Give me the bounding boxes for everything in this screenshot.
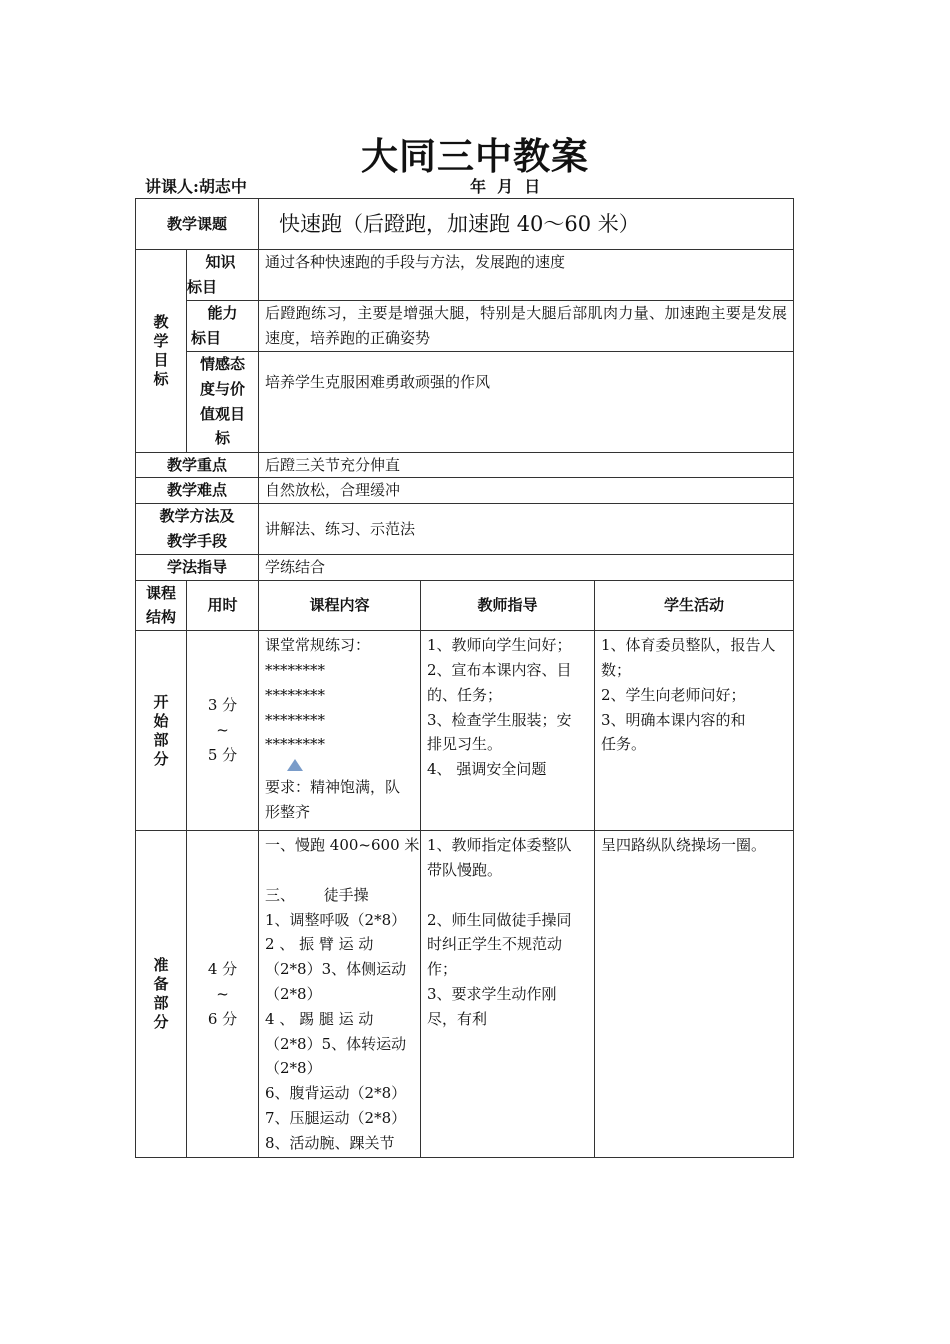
header-structure: 课程 结构 bbox=[136, 580, 187, 631]
header-time: 用时 bbox=[187, 580, 259, 631]
methods-value: 讲解法、练习、示范法 bbox=[259, 504, 794, 555]
key-point-label: 教学重点 bbox=[136, 452, 259, 478]
objective-label: 情感态 度与价 值观目 标 bbox=[187, 351, 259, 452]
section-row-prep bbox=[136, 831, 794, 1158]
date: 年 月 日 bbox=[470, 177, 541, 196]
section-time: 3 分 ~ 5 分 bbox=[187, 631, 259, 831]
section-content: 课堂常规练习： ******** ******** ******** ******** 要求：精神饱满，队 形整齐 bbox=[259, 631, 421, 831]
section-teacher: 1、教师向学生问好； 2、宣布本课内容、目 的、任务； 3、检查学生服装；安 排见习生。 4、 强调安全问题 bbox=[421, 631, 595, 831]
objective-value: 后蹬跑练习，主要是增强大腿，特别是大腿后部肌肉力量、加速跑主要是发展速度，培养跑的正确姿势 bbox=[259, 301, 794, 352]
header-teacher: 教师指导 bbox=[421, 580, 595, 631]
header-row bbox=[136, 580, 794, 631]
section-content: 一、慢跑 400~600 米 三、 徒手操 1、调整呼吸（2*8） 2 、 振 臂 运 动 （2*8）3、体侧运动 （2*8） 4 、 踢 腿 运 动 （2*8）5、体转运动 （2*8） 6、腹背运动（2*8） 7、压腿运动（2*8） 8、活动腕、踝关节 bbox=[259, 831, 421, 1158]
objectives-label: 教 学 目 标 bbox=[136, 250, 187, 453]
topic-row bbox=[136, 199, 794, 250]
study-guide-row bbox=[136, 554, 794, 580]
lesson-plan-table bbox=[135, 198, 794, 1158]
section-row-start bbox=[136, 631, 794, 831]
section-student: 呈四路纵队绕操场一圈。 bbox=[595, 831, 794, 1158]
section-name: 开 始 部 分 bbox=[136, 631, 187, 831]
topic-value: 快速跑（后蹬跑，加速跑 40～60 米） bbox=[259, 199, 794, 250]
difficulty-label: 教学难点 bbox=[136, 478, 259, 504]
objective-value: 培养学生克服困难勇敢顽强的作风 bbox=[259, 351, 794, 452]
section-name: 准 备 部 分 bbox=[136, 831, 187, 1158]
objective-row bbox=[136, 301, 794, 352]
objective-value: 通过各种快速跑的手段与方法，发展跑的速度 bbox=[259, 250, 794, 301]
study-guide-label: 学法指导 bbox=[136, 554, 259, 580]
page-title: 大同三中教案 bbox=[361, 134, 589, 178]
topic-label: 教学课题 bbox=[136, 199, 259, 250]
objective-label: 能力 标目 bbox=[187, 301, 259, 352]
section-student: 1、体育委员整队，报告人 数； 2、学生向老师问好； 3、明确本课内容的和 任务。 bbox=[595, 631, 794, 831]
objective-row bbox=[136, 351, 794, 452]
key-point-row bbox=[136, 452, 794, 478]
methods-row bbox=[136, 504, 794, 555]
study-guide-value: 学练结合 bbox=[259, 554, 794, 580]
objective-label: 知识 标目 bbox=[187, 250, 259, 301]
difficulty-row bbox=[136, 478, 794, 504]
section-time: 4 分 ~ 6 分 bbox=[187, 831, 259, 1158]
header-content: 课程内容 bbox=[259, 580, 421, 631]
lecturer: 讲课人:胡志中 bbox=[145, 177, 247, 196]
header-student: 学生活动 bbox=[595, 580, 794, 631]
key-point-value: 后蹬三关节充分伸直 bbox=[259, 452, 794, 478]
difficulty-value: 自然放松，合理缓冲 bbox=[259, 478, 794, 504]
methods-label: 教学方法及 教学手段 bbox=[136, 504, 259, 555]
triangle-marker-icon bbox=[287, 759, 303, 771]
objective-row bbox=[136, 250, 794, 301]
section-teacher: 1、教师指定体委整队 带队慢跑。 2、师生同做徒手操同 时纠正学生不规范动 作； 3、要求学生动作刚 尽，有利 bbox=[421, 831, 595, 1158]
